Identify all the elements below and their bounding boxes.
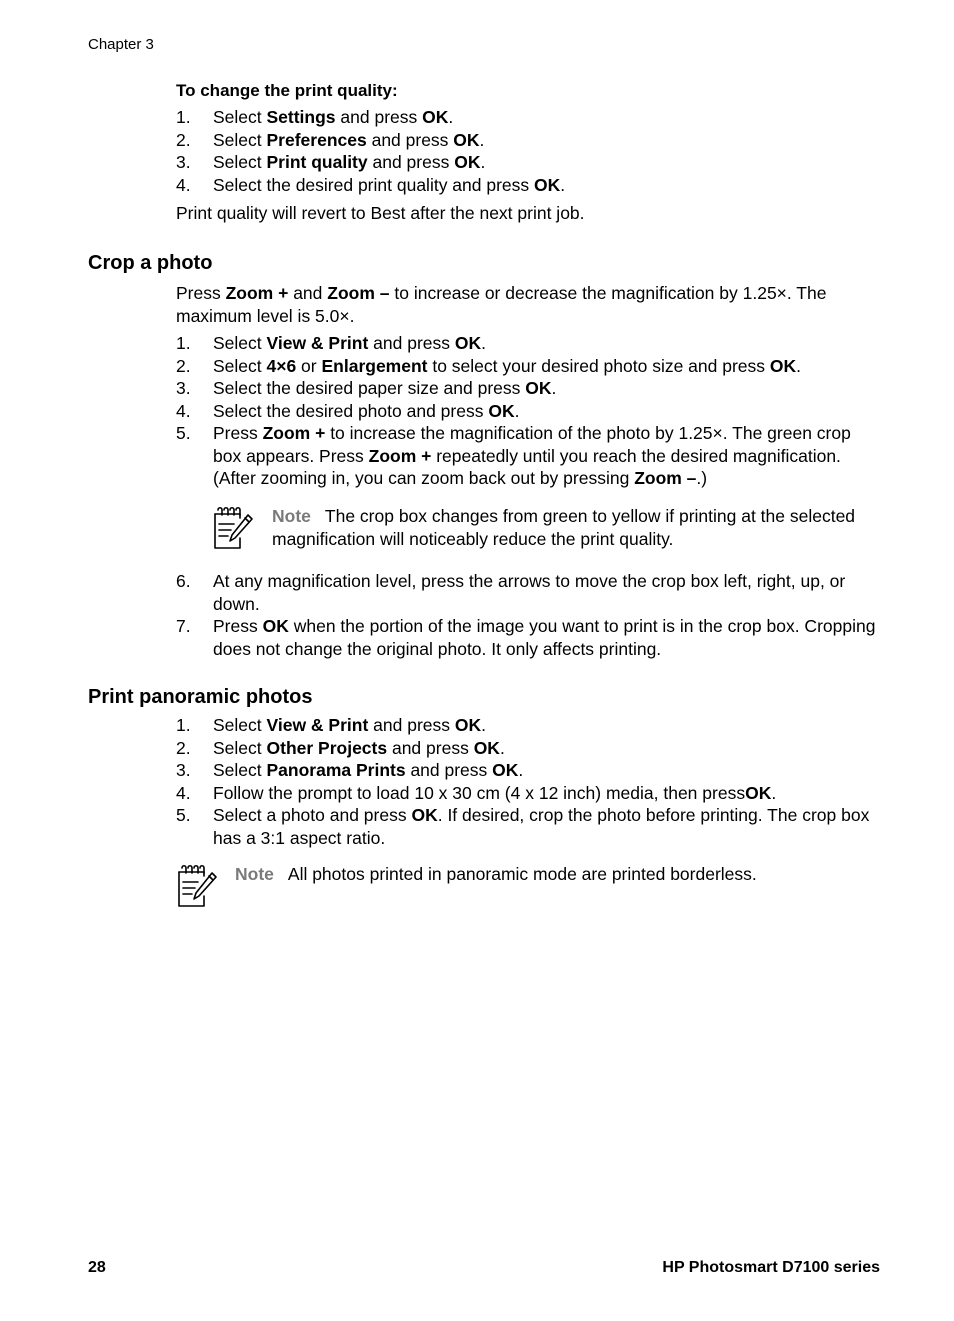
product-name: HP Photosmart D7100 series [662,1259,880,1276]
crop-note-text [272,505,884,550]
step-number: 2. [176,355,191,376]
bold-term: OK [454,333,482,353]
text-run: Select [213,737,267,758]
step-number: 1. [176,107,191,127]
text-run: and press [366,129,454,150]
page-number: 28 [88,1259,106,1276]
bold-term: Settings [266,107,336,127]
bold-term: 4×6 [266,355,297,376]
text-run: and press [405,760,493,780]
text-run: to select your desired photo size and press [427,355,770,376]
step-number: 3. [176,378,191,398]
bold-term: View & Print [266,715,369,735]
bold-term: OK [411,805,438,825]
text-run: At any magnification level, press the arrows to move the crop box left, right, up, or down. [213,571,846,614]
text-run: . [551,378,557,398]
text-run: Select [213,355,267,376]
print-quality-steps [176,106,882,196]
text-run: . [796,355,802,376]
bold-term: OK [534,174,561,195]
text-run: . [771,782,777,803]
panoramic-note-text [235,863,875,886]
bold-term: OK [745,782,772,803]
bold-term: OK [453,129,480,150]
note-icon [212,505,256,551]
text-run: . [518,760,524,780]
text-run: and press [368,715,455,735]
list-item [176,151,882,174]
step-number: 1. [176,715,191,735]
panoramic-heading: Print panoramic photos [88,686,313,708]
bold-term: OK [488,400,515,421]
bold-term: OK [492,760,519,780]
crop-note-body: The crop box changes from green to yellow if printing at the selected magnification will noticeably reduce the print quality. [272,506,856,549]
text-run: Select the desired paper size and press [213,378,526,398]
text-run: Press [176,283,226,303]
list-item [176,422,882,490]
text-run: Select [213,760,267,780]
panoramic-steps [176,714,882,849]
bold-term: OK [525,378,552,398]
bold-term: Enlargement [321,355,428,376]
text-run: Follow the prompt to load 10 x 30 cm (4 x 12 inch) media, then press [213,782,746,803]
bold-term: Other Projects [266,737,388,758]
bold-term: OK [422,107,449,127]
text-run: Select [213,107,267,127]
text-run: and press [335,107,423,127]
bold-term: Preferences [266,129,367,150]
list-item [176,714,882,737]
text-run: . If desired, crop the photo before printing. The crop box has a 3:1 aspect ratio. [213,805,870,848]
step-number: 2. [176,737,191,758]
text-run: . [481,333,486,353]
text-run: Press [213,423,263,443]
list-item [176,129,882,152]
step-number: 5. [176,423,191,443]
text-run: .) [696,468,708,488]
bold-term: Zoom + [368,445,432,466]
note-icon [176,863,220,909]
step-number: 4. [176,782,191,803]
step-number: 7. [176,616,191,636]
text-run: Select the desired print quality and press [213,174,535,195]
text-run: repeatedly until you reach the desired magnification. (After zooming in, you can zoom back out by pressing [213,445,841,488]
chapter-header: Chapter 3 [88,36,154,53]
panoramic-note-body: All photos printed in panoramic mode are printed borderless. [287,864,757,884]
text-run: and press [368,333,455,353]
step-number: 1. [176,333,191,353]
list-item [176,400,882,423]
text-run: . [481,715,486,735]
bold-term: OK [473,737,500,758]
text-run: . [514,400,520,421]
crop-steps-first [176,332,882,490]
text-run: Select [213,715,267,735]
step-number: 3. [176,152,191,172]
text-run: . [480,152,486,172]
crop-steps-second [176,570,882,660]
text-run: and press [367,152,455,172]
text-run: Press [213,616,263,636]
text-run: . [560,174,566,195]
bold-term: Zoom + [262,423,326,443]
list-item [176,759,882,782]
step-number: 5. [176,805,191,825]
bold-term: Zoom – [327,283,390,303]
text-run: . [479,129,485,150]
list-item [176,174,882,197]
list-item [176,377,882,400]
bold-term: OK [262,616,289,636]
crop-intro [176,282,882,327]
bold-term: Print quality [266,152,368,172]
step-number: 3. [176,760,191,780]
text-run: and press [387,737,474,758]
note-label: Note [272,506,311,526]
crop-note [212,505,882,555]
text-run: and [288,283,328,303]
list-item [176,332,882,355]
crop-photo-heading: Crop a photo [88,252,213,274]
text-run: Select the desired photo and press [213,400,489,421]
step-number: 2. [176,129,191,150]
text-run: or [296,355,322,376]
list-item [176,570,882,615]
text-run: to increase or decrease the magnification by 1.25×. The maximum level is 5.0×. [176,283,827,326]
text-run: . [499,737,505,758]
step-number: 4. [176,174,191,195]
print-quality-note-text: Print quality will revert to Best after the next print job. [176,203,585,223]
bold-term: Zoom + [225,283,289,303]
list-item [176,804,882,849]
step-number: 6. [176,571,191,591]
list-item [176,106,882,129]
print-quality-heading: To change the print quality: [176,81,398,100]
list-item [176,782,882,805]
bold-term: OK [769,355,797,376]
bold-term: OK [454,715,482,735]
note-label: Note [235,864,274,884]
list-item [176,737,882,760]
bold-term: Zoom – [634,468,697,488]
list-item [176,615,882,660]
text-run: Select a photo and press [213,805,412,825]
list-item [176,355,882,378]
bold-term: View & Print [266,333,369,353]
text-run: Select [213,333,267,353]
panoramic-note [176,863,882,913]
text-run: Select [213,129,267,150]
bold-term: Panorama Prints [266,760,406,780]
bold-term: OK [454,152,481,172]
text-run: . [448,107,454,127]
text-run: Select [213,152,267,172]
step-number: 4. [176,400,191,421]
text-run: when the portion of the image you want to print is in the crop box. Cropping does not change the original photo. It only affects printing. [213,616,876,659]
text-run: to increase the magnification of the photo by 1.25×. The green crop box appears. Press [213,423,851,466]
